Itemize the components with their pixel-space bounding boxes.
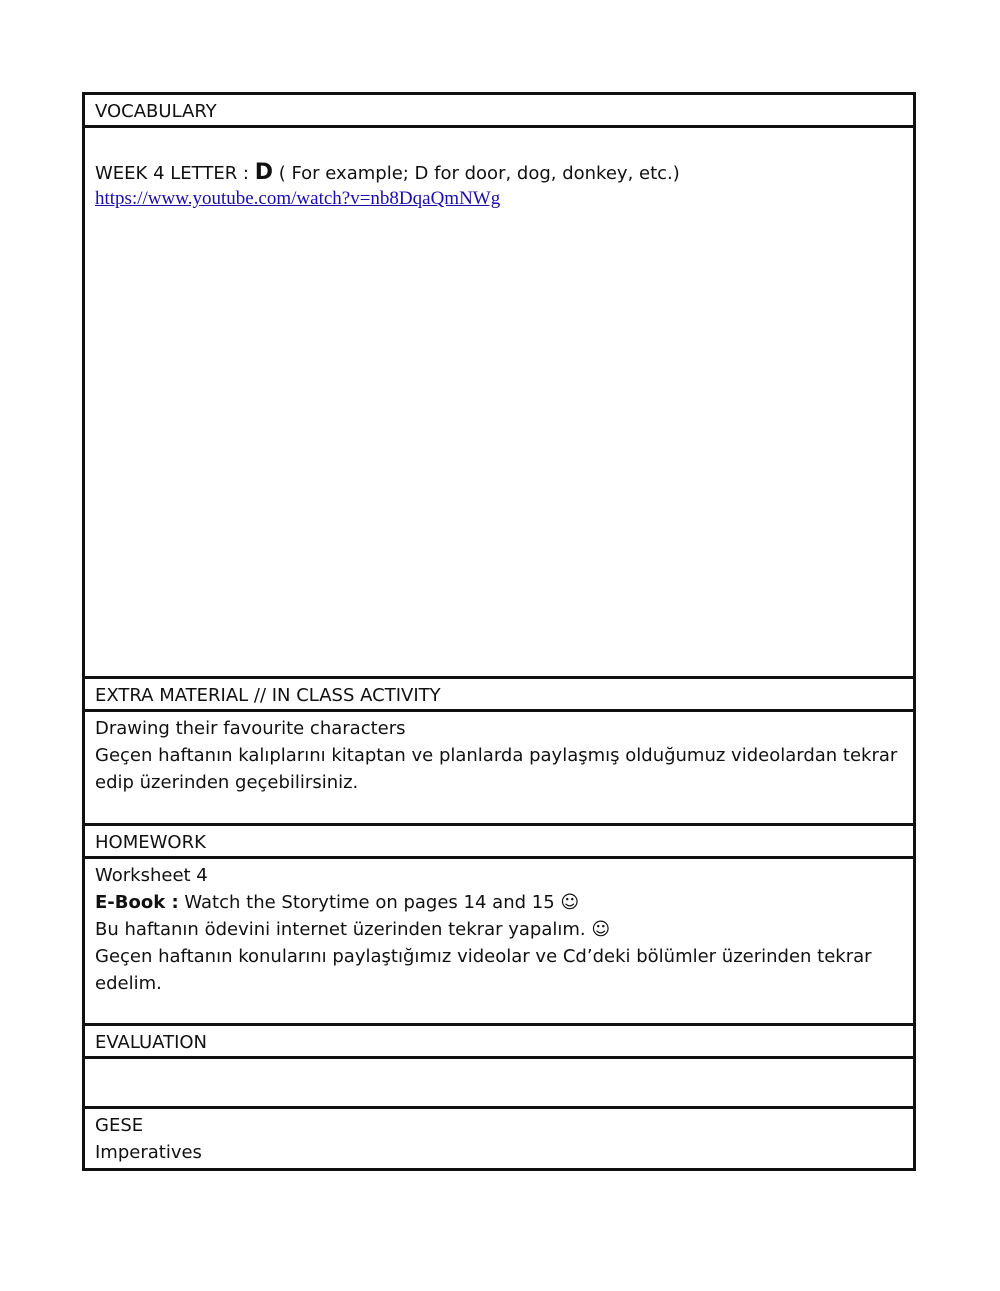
vocabulary-header-text: VOCABULARY xyxy=(95,101,217,122)
ebook-label: E-Book : xyxy=(95,892,179,913)
week-letter-line xyxy=(95,159,903,187)
ebook-text: Watch the Storytime on pages 14 and 15 ☺ xyxy=(178,892,580,913)
lesson-plan-table xyxy=(82,92,916,1171)
gese-section xyxy=(85,1109,913,1168)
extra-material-header-text: EXTRA MATERIAL // IN CLASS ACTIVITY xyxy=(95,685,441,706)
extra-material-content xyxy=(85,712,913,826)
evaluation-header-text: EVALUATION xyxy=(95,1032,208,1053)
youtube-link[interactable]: https://www.youtube.com/watch?v=nb8DqaQmNWg xyxy=(95,188,501,209)
extra-line-drawing: Drawing their favourite characters xyxy=(95,718,406,739)
letter-example: ( For example; D for door, dog, donkey, etc.) xyxy=(272,163,680,184)
homework-worksheet: Worksheet 4 xyxy=(95,865,208,886)
vocabulary-header xyxy=(85,95,913,128)
gese-topic: Imperatives xyxy=(95,1142,202,1163)
homework-line-online: Bu haftanın ödevini internet üzerinden tekrar yapalım. ☺ xyxy=(95,919,611,940)
vocabulary-content xyxy=(85,128,913,679)
gese-title: GESE xyxy=(95,1115,144,1136)
week-prefix: WEEK 4 LETTER : xyxy=(95,163,255,184)
extra-line-review: Geçen haftanın kalıplarını kitaptan ve planlarda paylaşmış olduğumuz videolardan tekrar edip üzerinden geçebilirsiniz. xyxy=(95,745,898,793)
evaluation-header xyxy=(85,1026,913,1059)
homework-header xyxy=(85,826,913,859)
homework-content xyxy=(85,859,913,1026)
homework-header-text: HOMEWORK xyxy=(95,832,206,853)
evaluation-content xyxy=(85,1059,913,1109)
extra-material-header xyxy=(85,679,913,712)
homework-line-review: Geçen haftanın konularını paylaştığımız videolar ve Cd’deki bölümler üzerinden tekrar edelim. xyxy=(95,946,872,994)
week-letter: D xyxy=(254,160,273,185)
homework-ebook-line xyxy=(95,889,903,916)
